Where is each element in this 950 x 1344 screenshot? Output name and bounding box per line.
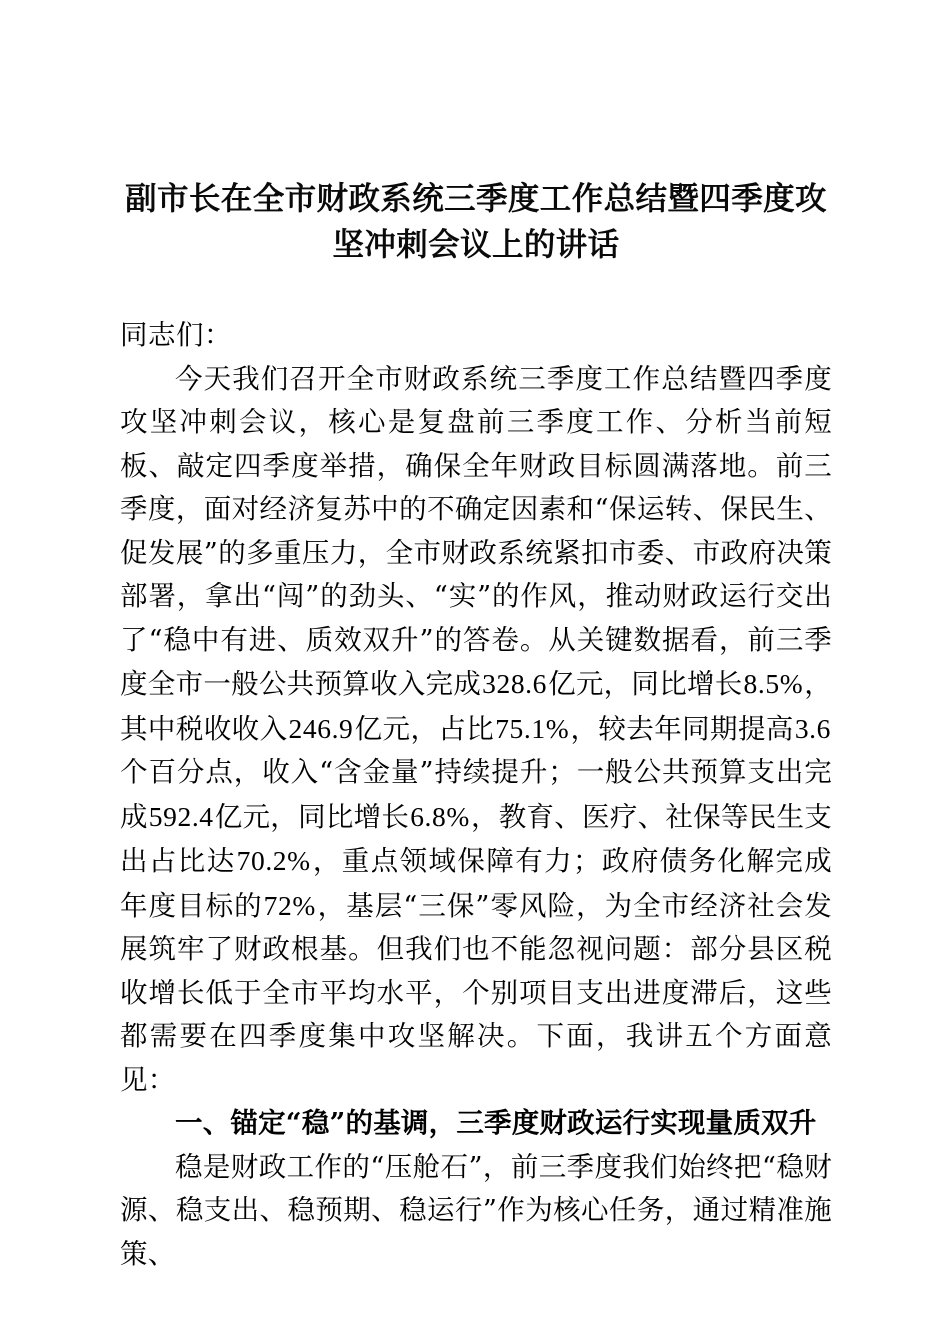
opening-paragraph: 今天我们召开全市财政系统三季度工作总结暨四季度攻坚冲刺会议，核心是复盘前三季度工作、分析当前短板、敲定四季度举措，确保全年财政目标圆满落地。前三季度，面对经济复苏中的不确定因素和“保运转、保民生、促发展”的多重压力，全市财政系统紧扣市委、市政府决策部署，拿出“闯”的劲头、“实”的作风，推动财政运行交出了“稳中有进、质效双升”的答卷。从关键数据看，前三季度全市一般公共预算收入完成328.6亿元，同比增长8.5%，其中税收收入246.9亿元，占比75.1%，较去年同期提高3.6个百分点，收入“含金量”持续提升；一般公共预算支出完成592.4亿元，同比增长6.8%，教育、医疗、社保等民生支出占比达70.2%，重点领域保障有力；政府债务化解完成年度目标的72%，基层“三保”零风险，为全市经济社会发展筑牢了财政根基。但我们也不能忽视问题：部分县区税收增长低于全市平均水平，个别项目支出进度滞后，这些都需要在四季度集中攻坚解决。下面，我讲五个方面意见： — [120, 362, 832, 1096]
page-title: 副市长在全市财政系统三季度工作总结暨四季度攻坚冲刺会议上的讲话 — [125, 181, 827, 262]
section-heading-one: 一、锚定“稳”的基调，三季度财政运行实现量质双升 — [175, 1107, 817, 1139]
salutation: 同志们： — [120, 319, 232, 351]
document-content — [120, 0, 832, 1276]
section-one-body: 稳是财政工作的“压舱石”，前三季度我们始终把“稳财源、稳支出、稳预期、稳运行”作为核心任务，通过精准施策、 — [120, 1150, 832, 1270]
